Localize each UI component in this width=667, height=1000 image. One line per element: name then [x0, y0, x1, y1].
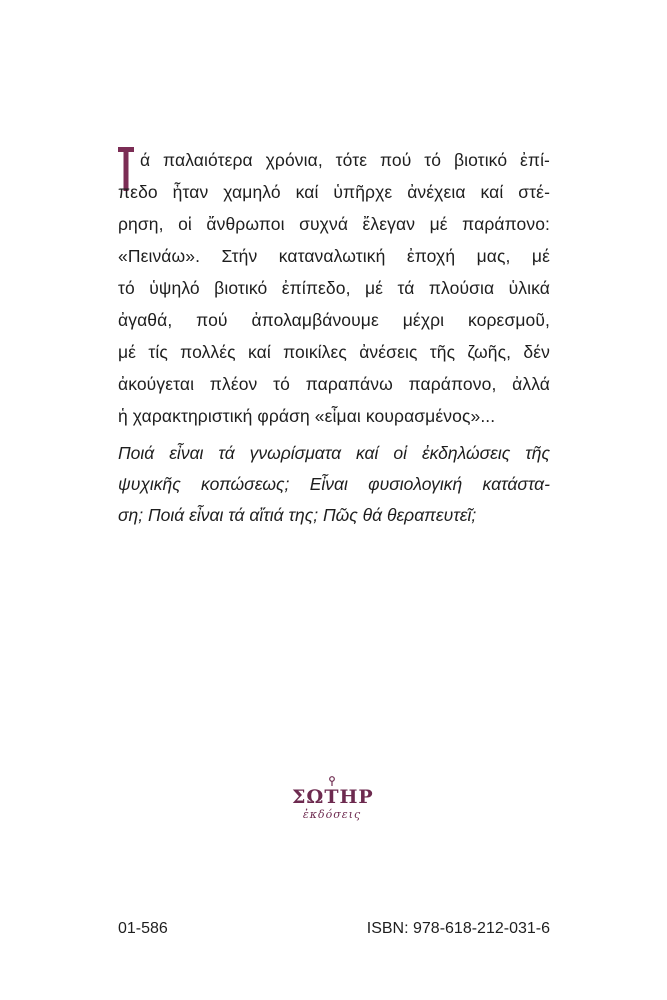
publisher-logo-subtitle: ἐκδόσεις	[302, 808, 362, 821]
publisher-logo	[292, 776, 372, 824]
intro-line: ρηση, οἱ ἄνθρωποι συχνά ἔλεγαν μέ παράπονο:	[118, 214, 550, 234]
logo-ornament-icon	[329, 776, 335, 786]
intro-line: ἀγαθά, πού ἀπολαμβάνουμε μέχρι κορεσμοῦ,	[118, 310, 550, 330]
publisher-logo-name: ΣΩΤΗΡ	[292, 786, 374, 808]
intro-paragraph	[118, 144, 550, 432]
intro-line: τό ὑψηλό βιοτικό ἐπίπεδο, μέ τά πλούσια ὑλικά	[118, 278, 550, 298]
intro-line: ά παλαιότερα χρόνια, τότε πού τό βιοτικό ἐπί-	[140, 150, 550, 170]
intro-line: ἀκούγεται πλέον τό παραπάνω παράπονο, ἀλλά	[118, 374, 550, 394]
catalog-code: 01-586	[118, 920, 168, 937]
question-line: ψυχικῆς κοπώσεως; Εἶναι φυσιολογική κατάστα-	[118, 474, 550, 494]
isbn-number: ISBN: 978-618-212-031-6	[366, 920, 550, 937]
question-line: Ποιά εἶναι τά γνωρίσματα καί οἱ ἐκδηλώσεις τῆς	[118, 443, 550, 463]
intro-line: μέ τίς πολλές καί ποικίλες ἀνέσεις τῆς ζωῆς, δέν	[118, 342, 550, 362]
intro-line: ἡ χαρακτηριστική φράση «εἶμαι κουρασμένος»...	[118, 406, 496, 426]
questions-paragraph	[118, 438, 550, 531]
question-line: ση; Ποιά εἶναι τά αἴτιά της; Πῶς θά θεραπευτεῖ;	[118, 505, 477, 525]
intro-line: πεδο ἦταν χαμηλό καί ὑπῆρχε ἀνέχεια καί στέ-	[118, 182, 550, 202]
intro-line: «Πεινάω». Στήν καταναλωτική ἐποχή μας, μέ	[118, 246, 550, 266]
